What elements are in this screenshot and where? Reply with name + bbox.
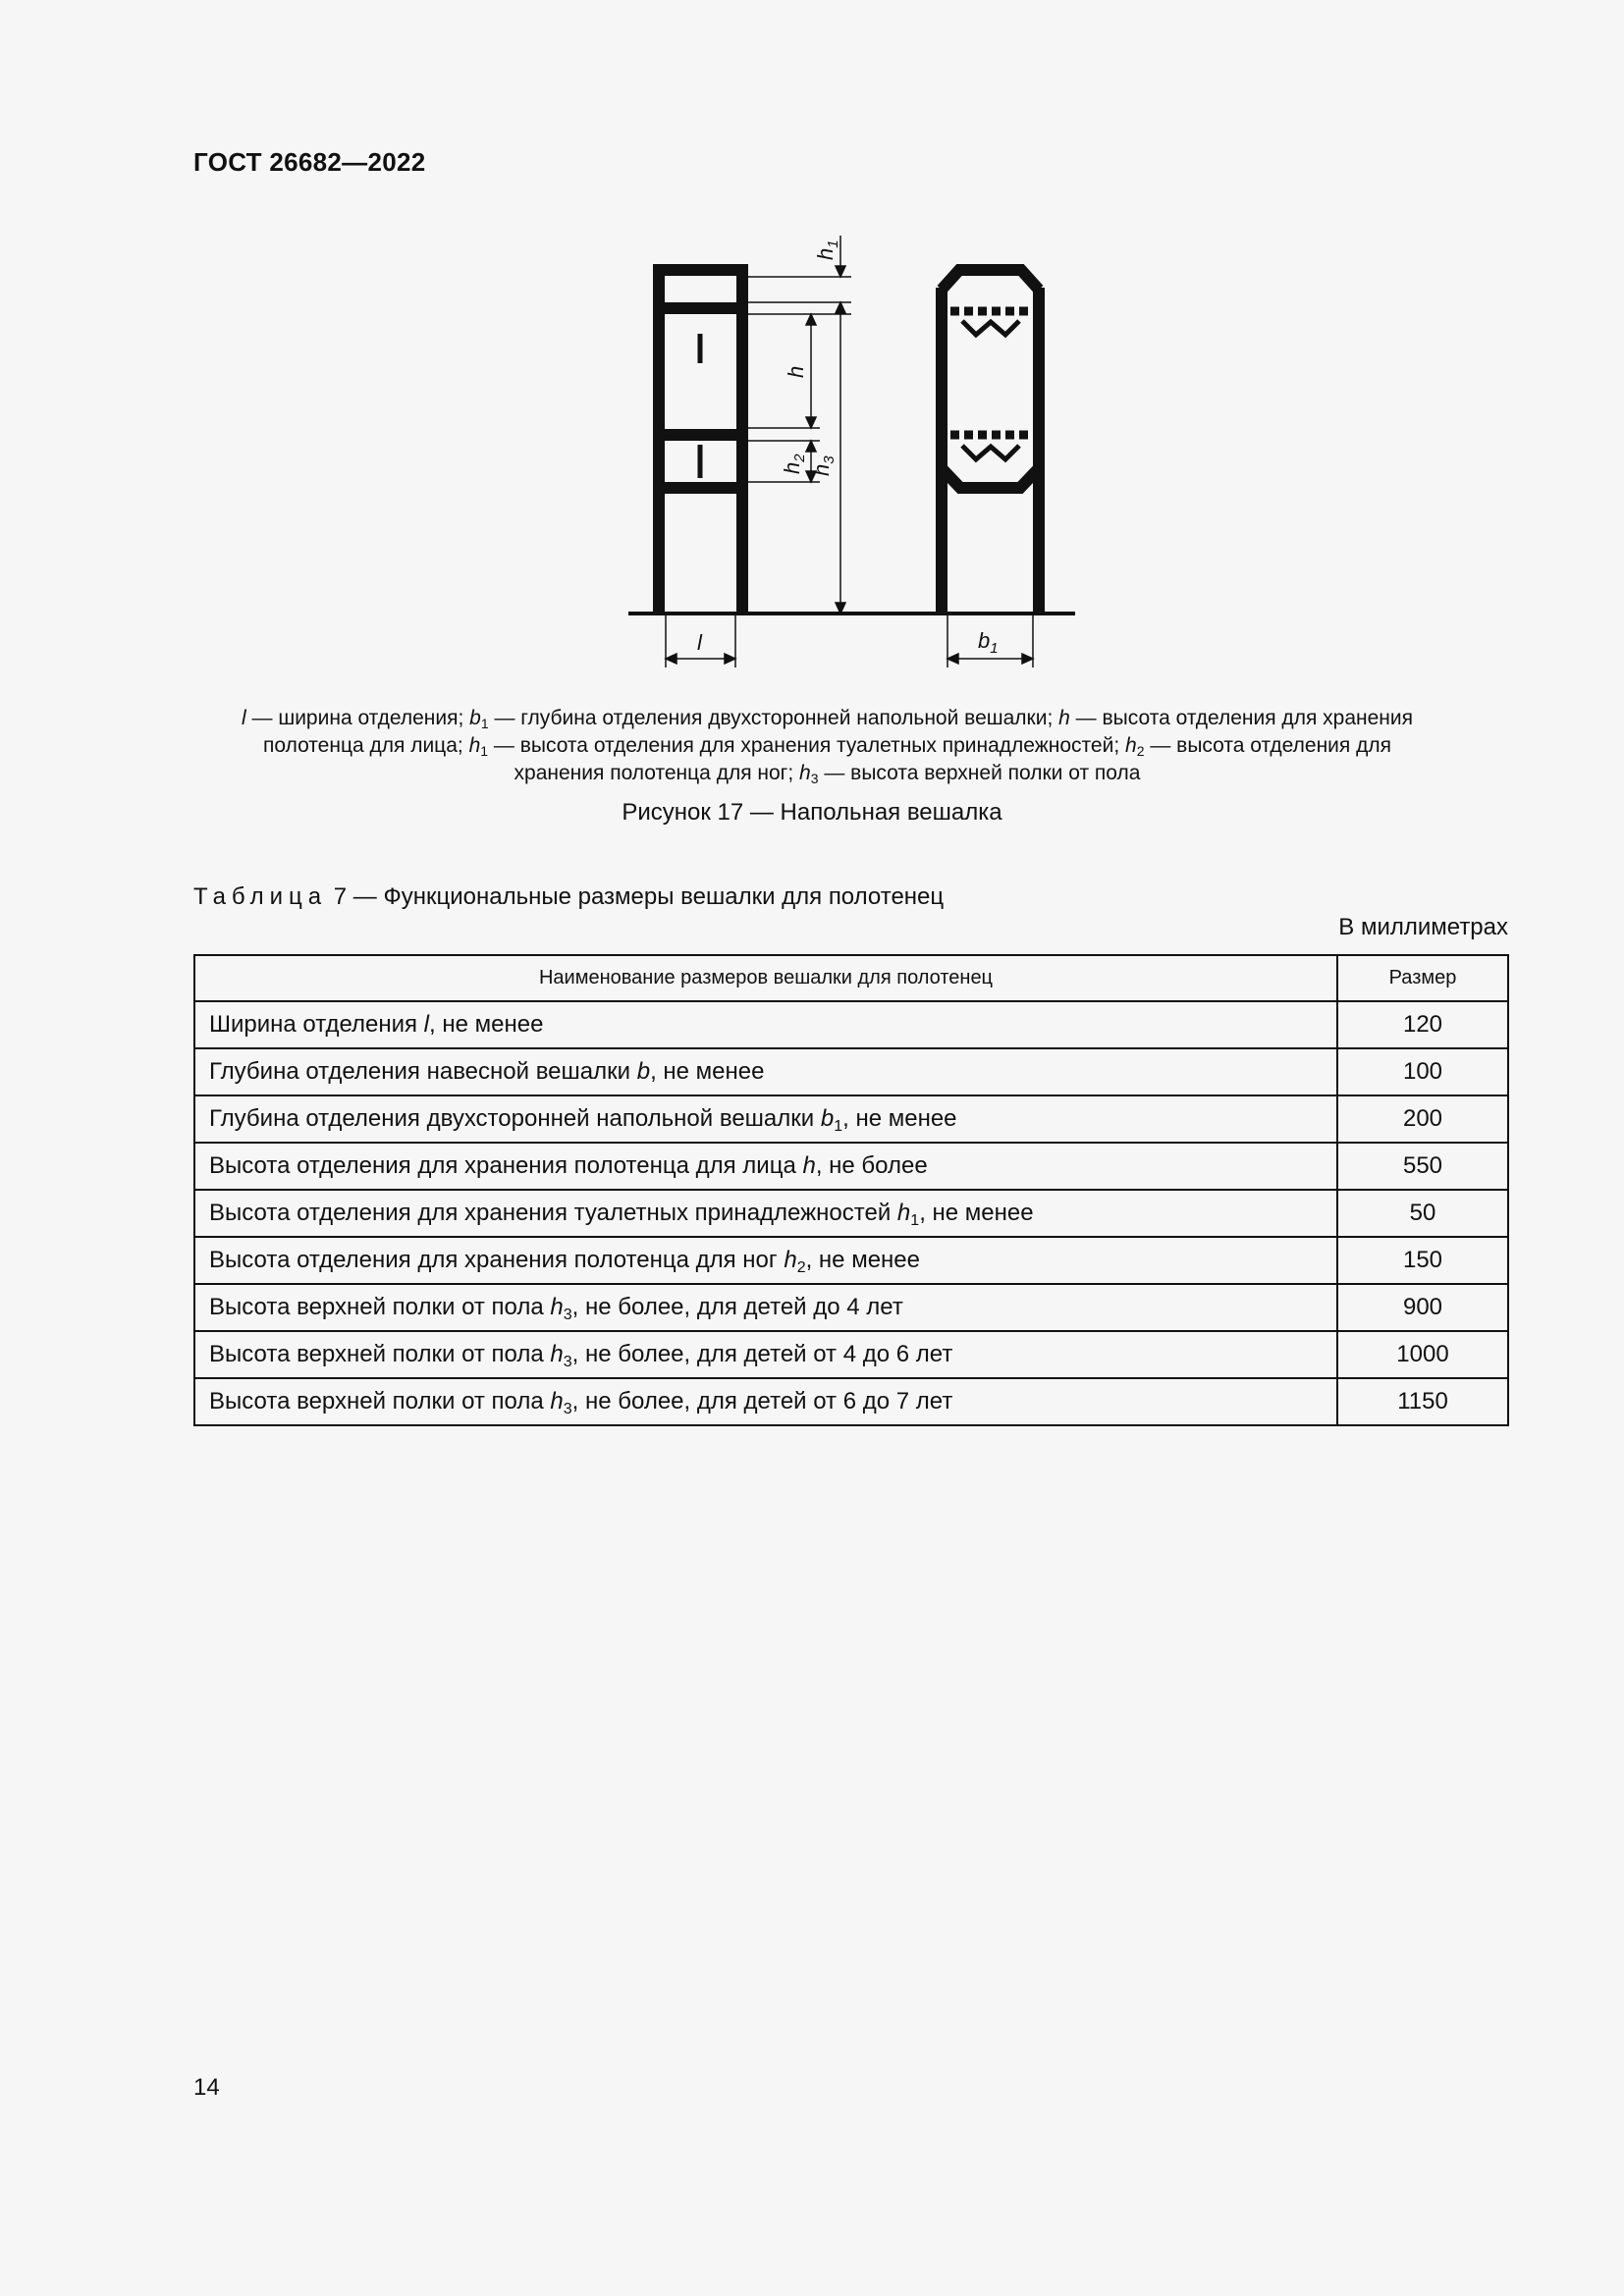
- label-l: l: [697, 630, 702, 655]
- figure-caption: Рисунок 17 — Напольная вешалка: [622, 799, 1002, 826]
- table-title: Таблица 7 — Функциональные размеры вешалки для полотенец: [193, 883, 945, 910]
- row-name: Высота верхней полки от пола $h_3$, не более, для детей от 6 до 7 лет: [194, 1378, 1337, 1425]
- label-h3: $h_3$: [809, 455, 838, 476]
- table-row: [194, 1237, 1508, 1284]
- table-row: [194, 1190, 1508, 1237]
- label-h: h: [784, 365, 808, 378]
- row-name: Высота отделения для хранения полотенца для ног $h_2$, не менее: [194, 1237, 1337, 1284]
- table-row: [194, 1095, 1508, 1143]
- table-row: [194, 1378, 1508, 1425]
- label-h2: $h_2$: [780, 454, 808, 474]
- header-size: Размер: [1337, 955, 1508, 1001]
- page-number: 14: [193, 2074, 220, 2101]
- dimensions-table: [193, 954, 1509, 1426]
- row-value: 1150: [1337, 1378, 1508, 1425]
- figure-hanger-drawing: [619, 221, 1080, 682]
- row-name: Высота верхней полки от пола $h_3$, не более, для детей от 4 до 6 лет: [194, 1331, 1337, 1378]
- table-row: [194, 1331, 1508, 1378]
- row-value: 150: [1337, 1237, 1508, 1284]
- table-units: В миллиметрах: [1338, 914, 1508, 940]
- row-value: 120: [1337, 1001, 1508, 1048]
- row-name: Глубина отделения двухсторонней напольной вешалки $b_1$, не менее: [194, 1095, 1337, 1143]
- row-name: Высота отделения для хранения туалетных принадлежностей $h_1$, не менее: [194, 1190, 1337, 1237]
- row-value: 550: [1337, 1143, 1508, 1190]
- towel-zigzag-lower: [962, 446, 1019, 459]
- table-row: [194, 1001, 1508, 1048]
- figure-legend: l — ширина отделения; $b_1$ — глубина отделения двухсторонней напольной вешалки; h — высота отделения для хранения полотенца для лица; $h_1$ — высота отделения для хранения туалетных принадлежностей; $h_2$ — высота отделения для хранения полотенца для ног; $h_3$ — высота верхней полки от пола: [242, 707, 1413, 786]
- row-value: 200: [1337, 1095, 1508, 1143]
- row-value: 1000: [1337, 1331, 1508, 1378]
- row-name: Глубина отделения навесной вешалки b, не менее: [194, 1048, 1337, 1095]
- row-value: 50: [1337, 1190, 1508, 1237]
- row-name: Высота верхней полки от пола $h_3$, не более, для детей до 4 лет: [194, 1284, 1337, 1331]
- row-name: Ширина отделения l, не менее: [194, 1001, 1337, 1048]
- row-value: 100: [1337, 1048, 1508, 1095]
- hanger-drawing: [619, 221, 1080, 682]
- table-row: [194, 1284, 1508, 1331]
- table-row: [194, 1048, 1508, 1095]
- dim-l: [666, 654, 735, 664]
- header-name: Наименование размеров вешалки для полотенец: [194, 955, 1337, 1001]
- towel-zigzag-upper: [962, 321, 1019, 335]
- side-view-frame: [653, 268, 748, 614]
- row-value: 900: [1337, 1284, 1508, 1331]
- table-row: [194, 1143, 1508, 1190]
- table-header-row: [194, 955, 1508, 1001]
- document-header: ГОСТ 26682—2022: [193, 147, 426, 177]
- row-name: Высота отделения для хранения полотенца для лица h, не более: [194, 1143, 1337, 1190]
- label-h1: $h_1$: [813, 240, 841, 260]
- label-b1: $b_1$: [978, 628, 999, 657]
